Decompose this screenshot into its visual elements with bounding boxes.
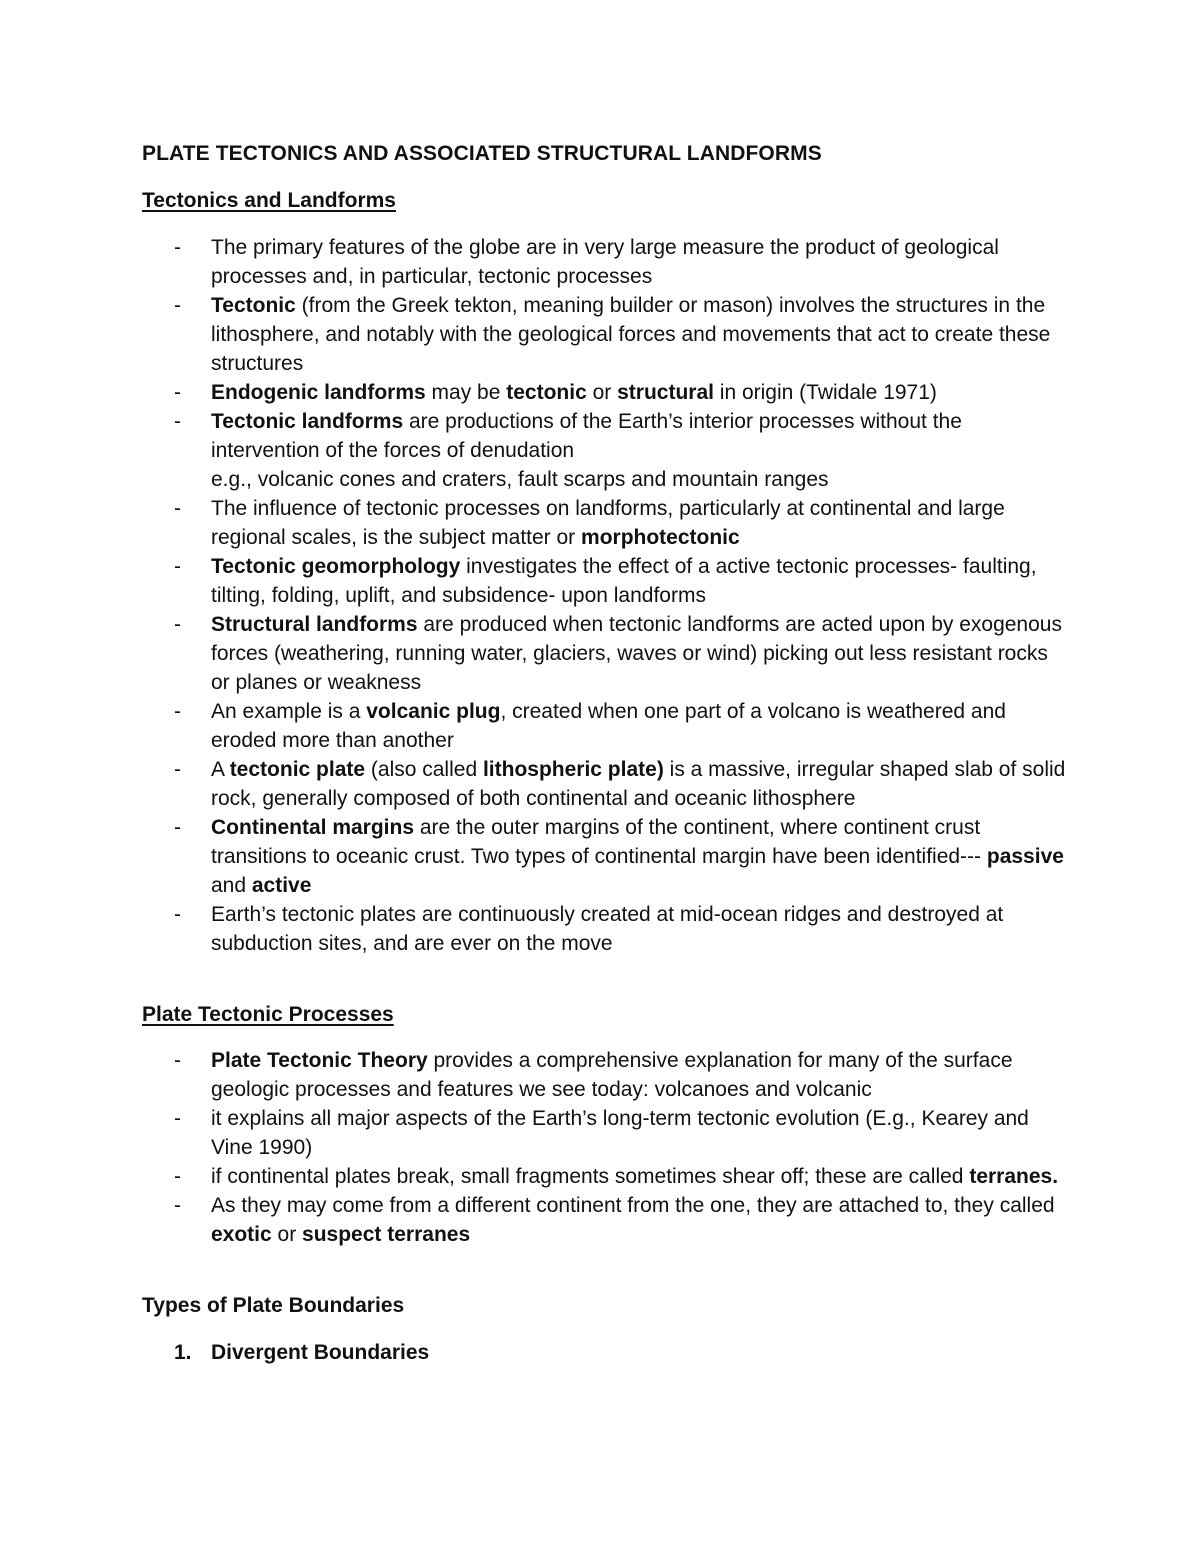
item-text: An example is a xyxy=(211,700,367,723)
list-item xyxy=(0,494,1071,552)
item-text: , created when one part of a volcano is weathered and eroded more than another xyxy=(211,700,1006,752)
bullet-dash: - xyxy=(174,758,181,781)
item-text: or xyxy=(586,381,618,404)
bold-term: Tectonic geomorphology xyxy=(211,555,461,578)
bold-term: exotic xyxy=(211,1223,272,1246)
list-item xyxy=(0,1191,1071,1249)
bold-term: Continental margins xyxy=(211,816,415,839)
numbered-list-plate-boundaries xyxy=(0,1338,429,1367)
bullet-dash: - xyxy=(174,816,181,839)
item-text: or xyxy=(271,1223,303,1246)
bullet-dash: - xyxy=(174,555,181,578)
bullet-dash: - xyxy=(174,236,181,259)
section-heading-plate-tectonic-processes: Plate Tectonic Processes xyxy=(142,1003,394,1026)
item-text: investigates the effect of a active tectonic processes- faulting, tilting, folding, uplift, and subsidence- upon landforms xyxy=(211,555,1037,607)
item-text: may be xyxy=(425,381,507,404)
bullet-dash: - xyxy=(174,613,181,636)
item-text: if continental plates break, small fragments sometimes shear off; these are called xyxy=(211,1165,970,1188)
bold-term: Tectonic xyxy=(211,294,296,317)
item-text: in origin (Twidale 1971) xyxy=(713,381,937,404)
section-heading-tectonics-and-landforms: Tectonics and Landforms xyxy=(142,189,396,212)
item-text: Earth’s tectonic plates are continuously created at mid-ocean ridges and destroyed at subduction sites, and are ever on the move xyxy=(211,903,1004,955)
bold-term: lithospheric plate) xyxy=(482,758,664,781)
bold-term: Endogenic landforms xyxy=(211,381,426,404)
list-item xyxy=(0,291,1071,378)
bold-term: Structural landforms xyxy=(211,613,418,636)
section-heading-types-of-plate-boundaries: Types of Plate Boundaries xyxy=(142,1294,405,1317)
item-text: provides a comprehensive explanation for many of the surface geologic processes and features we see today: volcanoes and volcanic xyxy=(211,1049,1013,1101)
item-text: and xyxy=(211,874,252,897)
bullet-dash: - xyxy=(174,903,181,926)
bold-term: Plate Tectonic Theory xyxy=(211,1049,428,1072)
bullet-dash: - xyxy=(174,700,181,723)
item-text: it explains all major aspects of the Earth’s long-term tectonic evolution (E.g., Kearey and Vine 1990) xyxy=(211,1107,1029,1159)
list-item xyxy=(0,697,1071,755)
bold-term: suspect terranes xyxy=(302,1223,471,1246)
list-item xyxy=(0,407,1071,494)
bullet-dash: - xyxy=(174,1194,181,1217)
item-text: A xyxy=(211,758,230,781)
item-text: The influence of tectonic processes on landforms, particularly at continental and large regional scales, is the subject matter or xyxy=(211,497,1005,549)
bullet-list-tectonics-and-landforms xyxy=(0,233,1071,958)
list-item xyxy=(0,755,1071,813)
bold-term: tectonic plate xyxy=(229,758,366,781)
item-label: Divergent Boundaries xyxy=(211,1341,430,1364)
list-item xyxy=(0,813,1071,900)
list-item xyxy=(0,1104,1071,1162)
bullet-dash: - xyxy=(174,1049,181,1072)
bold-term: terranes. xyxy=(969,1165,1059,1188)
list-item xyxy=(0,1162,1071,1191)
bold-term: Tectonic landforms xyxy=(211,410,404,433)
bullet-dash: - xyxy=(174,1165,181,1188)
bullet-dash: - xyxy=(174,381,181,404)
example-text: e.g., volcanic cones and craters, fault scarps and mountain ranges xyxy=(211,468,829,491)
bold-term: tectonic xyxy=(506,381,587,404)
bullet-dash: - xyxy=(174,410,181,433)
bullet-list-plate-tectonic-processes xyxy=(0,1046,1071,1249)
numbered-item xyxy=(0,1338,429,1367)
item-text: are the outer margins of the continent, where continent crust transitions to oceanic crust. Two types of continental margin have been identified--- xyxy=(211,816,987,868)
bold-term: volcanic plug xyxy=(366,700,501,723)
item-number: 1. xyxy=(174,1341,192,1364)
item-text: As they may come from a different continent from the one, they are attached to, they called xyxy=(211,1194,1055,1217)
list-item xyxy=(0,552,1071,610)
bullet-dash: - xyxy=(174,497,181,520)
list-item xyxy=(0,610,1071,697)
document-title: PLATE TECTONICS AND ASSOCIATED STRUCTURAL LANDFORMS xyxy=(142,142,822,165)
list-item xyxy=(0,1046,1071,1104)
bold-term: passive xyxy=(986,845,1064,868)
list-item xyxy=(0,900,1071,958)
bold-term: structural xyxy=(617,381,714,404)
item-text: are productions of the Earth’s interior processes without the intervention of the forces of denudation xyxy=(211,410,962,462)
item-text: The primary features of the globe are in very large measure the product of geological processes and, in particular, tectonic processes xyxy=(211,236,999,288)
bold-term: active xyxy=(251,874,312,897)
bold-term: morphotectonic xyxy=(581,526,740,549)
item-text: (also called xyxy=(365,758,483,781)
item-text: are produced when tectonic landforms are acted upon by exogenous forces (weathering, running water, glaciers, waves or wind) picking out less resistant rocks or planes or weakness xyxy=(211,613,1062,694)
item-text: is a massive, irregular shaped slab of solid rock, generally composed of both continental and oceanic lithosphere xyxy=(211,758,1066,810)
item-text: (from the Greek tekton, meaning builder or mason) involves the structures in the lithosphere, and notably with the geological forces and movements that act to create these structures xyxy=(211,294,1051,375)
list-item xyxy=(0,233,1071,291)
bullet-dash: - xyxy=(174,1107,181,1130)
list-item xyxy=(0,378,1071,407)
bullet-dash: - xyxy=(174,294,181,317)
